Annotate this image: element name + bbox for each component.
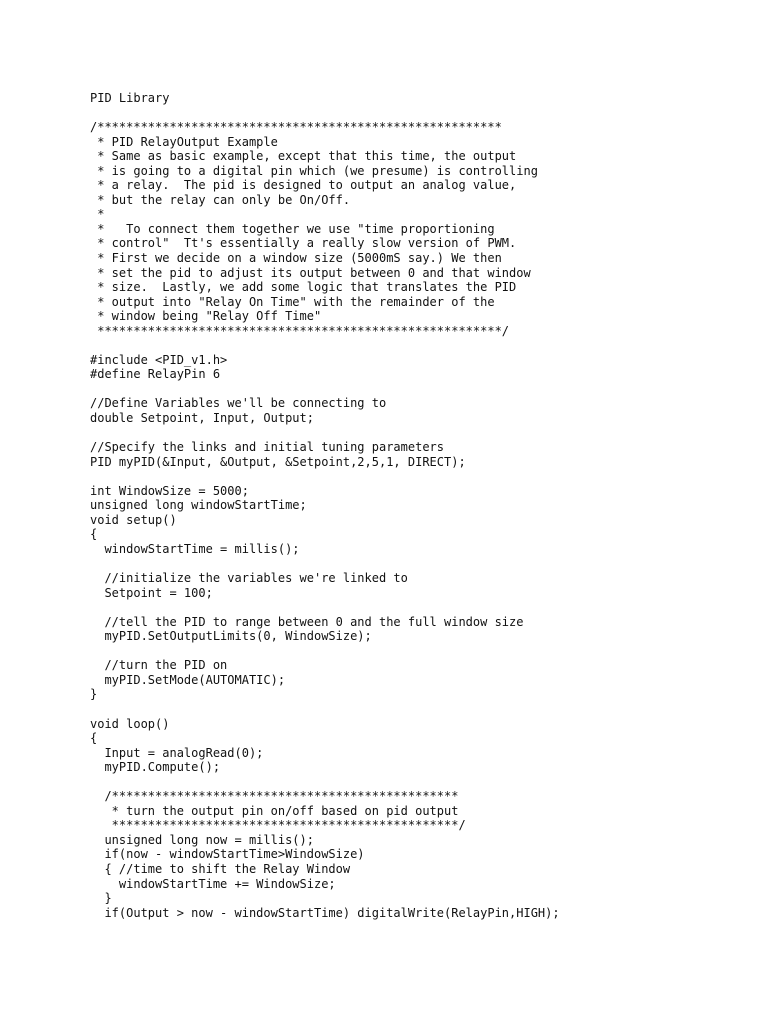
code-line: //tell the PID to range between 0 and the full window size (90, 614, 524, 629)
code-line: unsigned long windowStartTime; (90, 498, 307, 513)
code-line: * output into "Relay On Time" with the remainder of the (90, 294, 495, 309)
code-line (90, 644, 560, 659)
code-line: * set the pid to adjust its output between 0 and that window (90, 265, 531, 280)
code-line (90, 775, 560, 790)
code-line: * size. Lastly, we add some logic that translates the PID (90, 280, 517, 295)
code-line: if(now - windowStartTime>WindowSize) (90, 847, 365, 862)
code-line (90, 338, 560, 353)
code-line (90, 557, 560, 572)
code-line: * To connect them together we use "time proportioning (90, 221, 495, 236)
code-line: } (90, 687, 98, 702)
code-line: * a relay. The pid is designed to output an analog value, (90, 178, 517, 193)
code-line (90, 469, 560, 484)
code-listing (90, 91, 560, 920)
code-line: //Specify the links and initial tuning parameters (90, 440, 445, 455)
code-line: * First we decide on a window size (5000mS say.) We then (90, 251, 502, 266)
code-line: //turn the PID on (90, 658, 228, 673)
code-line: * but the relay can only be On/Off. (90, 192, 351, 207)
code-line: Setpoint = 100; (90, 585, 213, 600)
code-line: Input = analogRead(0); (90, 745, 264, 760)
code-line (90, 426, 560, 441)
code-line: if(Output > now - windowStartTime) digitalWrite(RelayPin,HIGH); (90, 905, 560, 920)
code-line: unsigned long now = millis(); (90, 832, 314, 847)
code-line: double Setpoint, Input, Output; (90, 411, 314, 426)
code-line: #include <PID_v1.h> (90, 352, 228, 367)
code-line: PID myPID(&Input, &Output, &Setpoint,2,5,1, DIRECT); (90, 454, 466, 469)
code-line: { (90, 731, 98, 746)
code-line: * turn the output pin on/off based on pid output (90, 803, 459, 818)
code-line (90, 382, 560, 397)
code-line: * Same as basic example, except that this time, the output (90, 149, 517, 164)
code-line (90, 600, 560, 615)
code-line: * PID RelayOutput Example (90, 134, 278, 149)
code-line: #define RelayPin 6 (90, 367, 221, 382)
code-line: ************************************************/ (90, 818, 466, 833)
code-line: void setup() (90, 512, 177, 527)
code-line: windowStartTime += WindowSize; (90, 876, 336, 891)
code-line: /************************************************ (90, 789, 459, 804)
code-line: myPID.Compute(); (90, 760, 221, 775)
code-line: { //time to shift the Relay Window (90, 861, 351, 876)
code-line: PID Library (90, 91, 170, 105)
code-line (90, 106, 560, 121)
code-line: myPID.SetMode(AUTOMATIC); (90, 672, 286, 687)
code-line: /******************************************************** (90, 120, 502, 135)
code-line: * (90, 207, 105, 222)
code-line: * control" Tt's essentially a really slow version of PWM. (90, 236, 517, 251)
code-line: } (90, 891, 112, 906)
code-line: myPID.SetOutputLimits(0, WindowSize); (90, 629, 372, 644)
code-line: //initialize the variables we're linked to (90, 571, 408, 586)
code-line: { (90, 527, 98, 542)
code-line: int WindowSize = 5000; (90, 483, 249, 498)
code-line: //Define Variables we'll be connecting to (90, 396, 387, 411)
code-line: * is going to a digital pin which (we presume) is controlling (90, 163, 538, 178)
code-line: void loop() (90, 716, 170, 731)
code-line (90, 702, 560, 717)
code-line: * window being "Relay Off Time" (90, 309, 322, 324)
code-line: ********************************************************/ (90, 323, 510, 338)
code-line: windowStartTime = millis(); (90, 541, 300, 556)
